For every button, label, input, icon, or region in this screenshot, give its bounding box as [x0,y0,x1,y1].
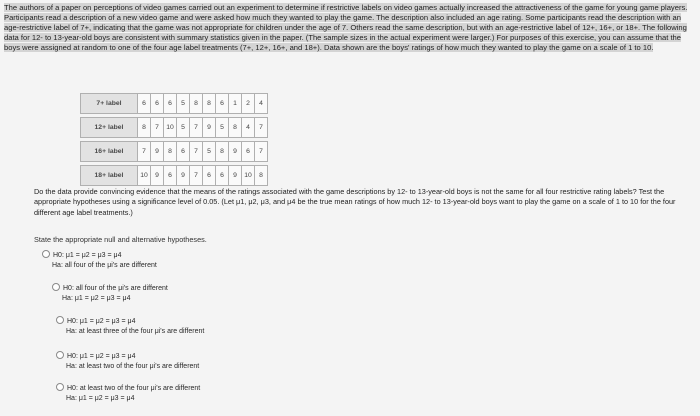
ratings-table [80,93,268,186]
cell: 10 [138,166,151,186]
cell: 9 [151,166,164,186]
cell: 7 [190,166,203,186]
cell: 7 [138,142,151,162]
row-label: 16+ label [81,142,138,162]
option-3[interactable] [56,316,204,337]
cell: 6 [216,94,229,114]
cell: 6 [151,94,164,114]
option-null: H0: all four of the μi's are different [63,285,168,292]
option-null: H0: at least two of the four μi's are different [67,385,201,392]
option-2[interactable] [52,283,168,304]
cell: 9 [177,166,190,186]
cell: 6 [242,142,255,162]
option-alt: Ha: at least three of the four μi's are different [66,328,205,335]
cell: 7 [151,118,164,138]
cell: 6 [177,142,190,162]
radio-button[interactable] [56,316,64,324]
option-alt: Ha: at least two of the four μi's are different [66,363,200,370]
question-text: Do the data provide convincing evidence that the means of the ratings associated with the game descriptions by 12- to 13-year-old boys is not the same for all four restrictive rating labels? Test the appropriate hypotheses using a significance level of 0.05. (Let μ1, μ2, μ3, and μ4 be the true mean ratings of how much 12- to 13-year-old boys want to play the game on a scale of 1 to 10 for the four different age label treatments.) [34,187,676,217]
option-4[interactable] [56,351,199,372]
row-label: 18+ label [81,166,138,186]
option-1[interactable] [42,250,157,271]
table-row [81,94,268,114]
cell: 9 [151,142,164,162]
cell: 1 [229,94,242,114]
table-row [81,166,268,186]
row-label: 7+ label [81,94,138,114]
cell: 9 [229,142,242,162]
cell: 7 [255,118,268,138]
radio-button[interactable] [56,351,64,359]
radio-button[interactable] [52,283,60,291]
row-label: 12+ label [81,118,138,138]
option-alt: Ha: μ1 = μ2 = μ3 = μ4 [62,295,131,302]
cell: 6 [216,166,229,186]
cell: 8 [255,166,268,186]
option-null: H0: μ1 = μ2 = μ3 = μ4 [53,252,122,259]
hypotheses-prompt: State the appropriate null and alternative hypotheses. [34,235,207,244]
cell: 8 [190,94,203,114]
cell: 8 [138,118,151,138]
cell: 6 [164,94,177,114]
cell: 7 [255,142,268,162]
cell: 8 [203,94,216,114]
option-alt: Ha: all four of the μi's are different [52,262,157,269]
cell: 8 [229,118,242,138]
radio-button[interactable] [42,250,50,258]
radio-button[interactable] [56,383,64,391]
cell: 10 [164,118,177,138]
cell: 5 [203,142,216,162]
option-alt: Ha: μ1 = μ2 = μ3 = μ4 [66,395,135,402]
cell: 8 [216,142,229,162]
cell: 10 [242,166,255,186]
option-null: H0: μ1 = μ2 = μ3 = μ4 [67,353,136,360]
option-5[interactable] [56,383,200,404]
cell: 5 [177,94,190,114]
option-null: H0: μ1 = μ2 = μ3 = μ4 [67,318,136,325]
cell: 6 [203,166,216,186]
cell: 5 [177,118,190,138]
cell: 8 [164,142,177,162]
cell: 6 [164,166,177,186]
cell: 2 [242,94,255,114]
cell: 7 [190,118,203,138]
cell: 4 [255,94,268,114]
cell: 9 [229,166,242,186]
intro-text: The authors of a paper on perceptions of video games carried out an experiment to determine if restrictive labels on video games actually increased the attractiveness of the game for young game players. Participants read a description of a new video game and were asked how much they wanted to play the game. The description also included an age rating. Some participants read the description with an age-restrictive label of 7+, indicating that the game was not appropriate for children under the age of 7. Others read the same description, but with an age-restrictive label of 12+, 16+, or 18+. The following data for 12- to 13-year-old boys are consistent with summary statistics given in the paper. (The sample sizes in the actual experiment were larger.) For purposes of this exercise, you can assume that the boys were assigned at random to one of the four age label treatments (7+, 12+, 16+, and 18+). Data shown are the boys' ratings of how much they wanted to play the game on a scale of 1 to 10. [4,3,688,53]
cell: 7 [190,142,203,162]
table-row [81,142,268,162]
cell: 6 [138,94,151,114]
cell: 9 [203,118,216,138]
cell: 4 [242,118,255,138]
cell: 5 [216,118,229,138]
problem-intro [4,3,694,53]
table-row [81,118,268,138]
